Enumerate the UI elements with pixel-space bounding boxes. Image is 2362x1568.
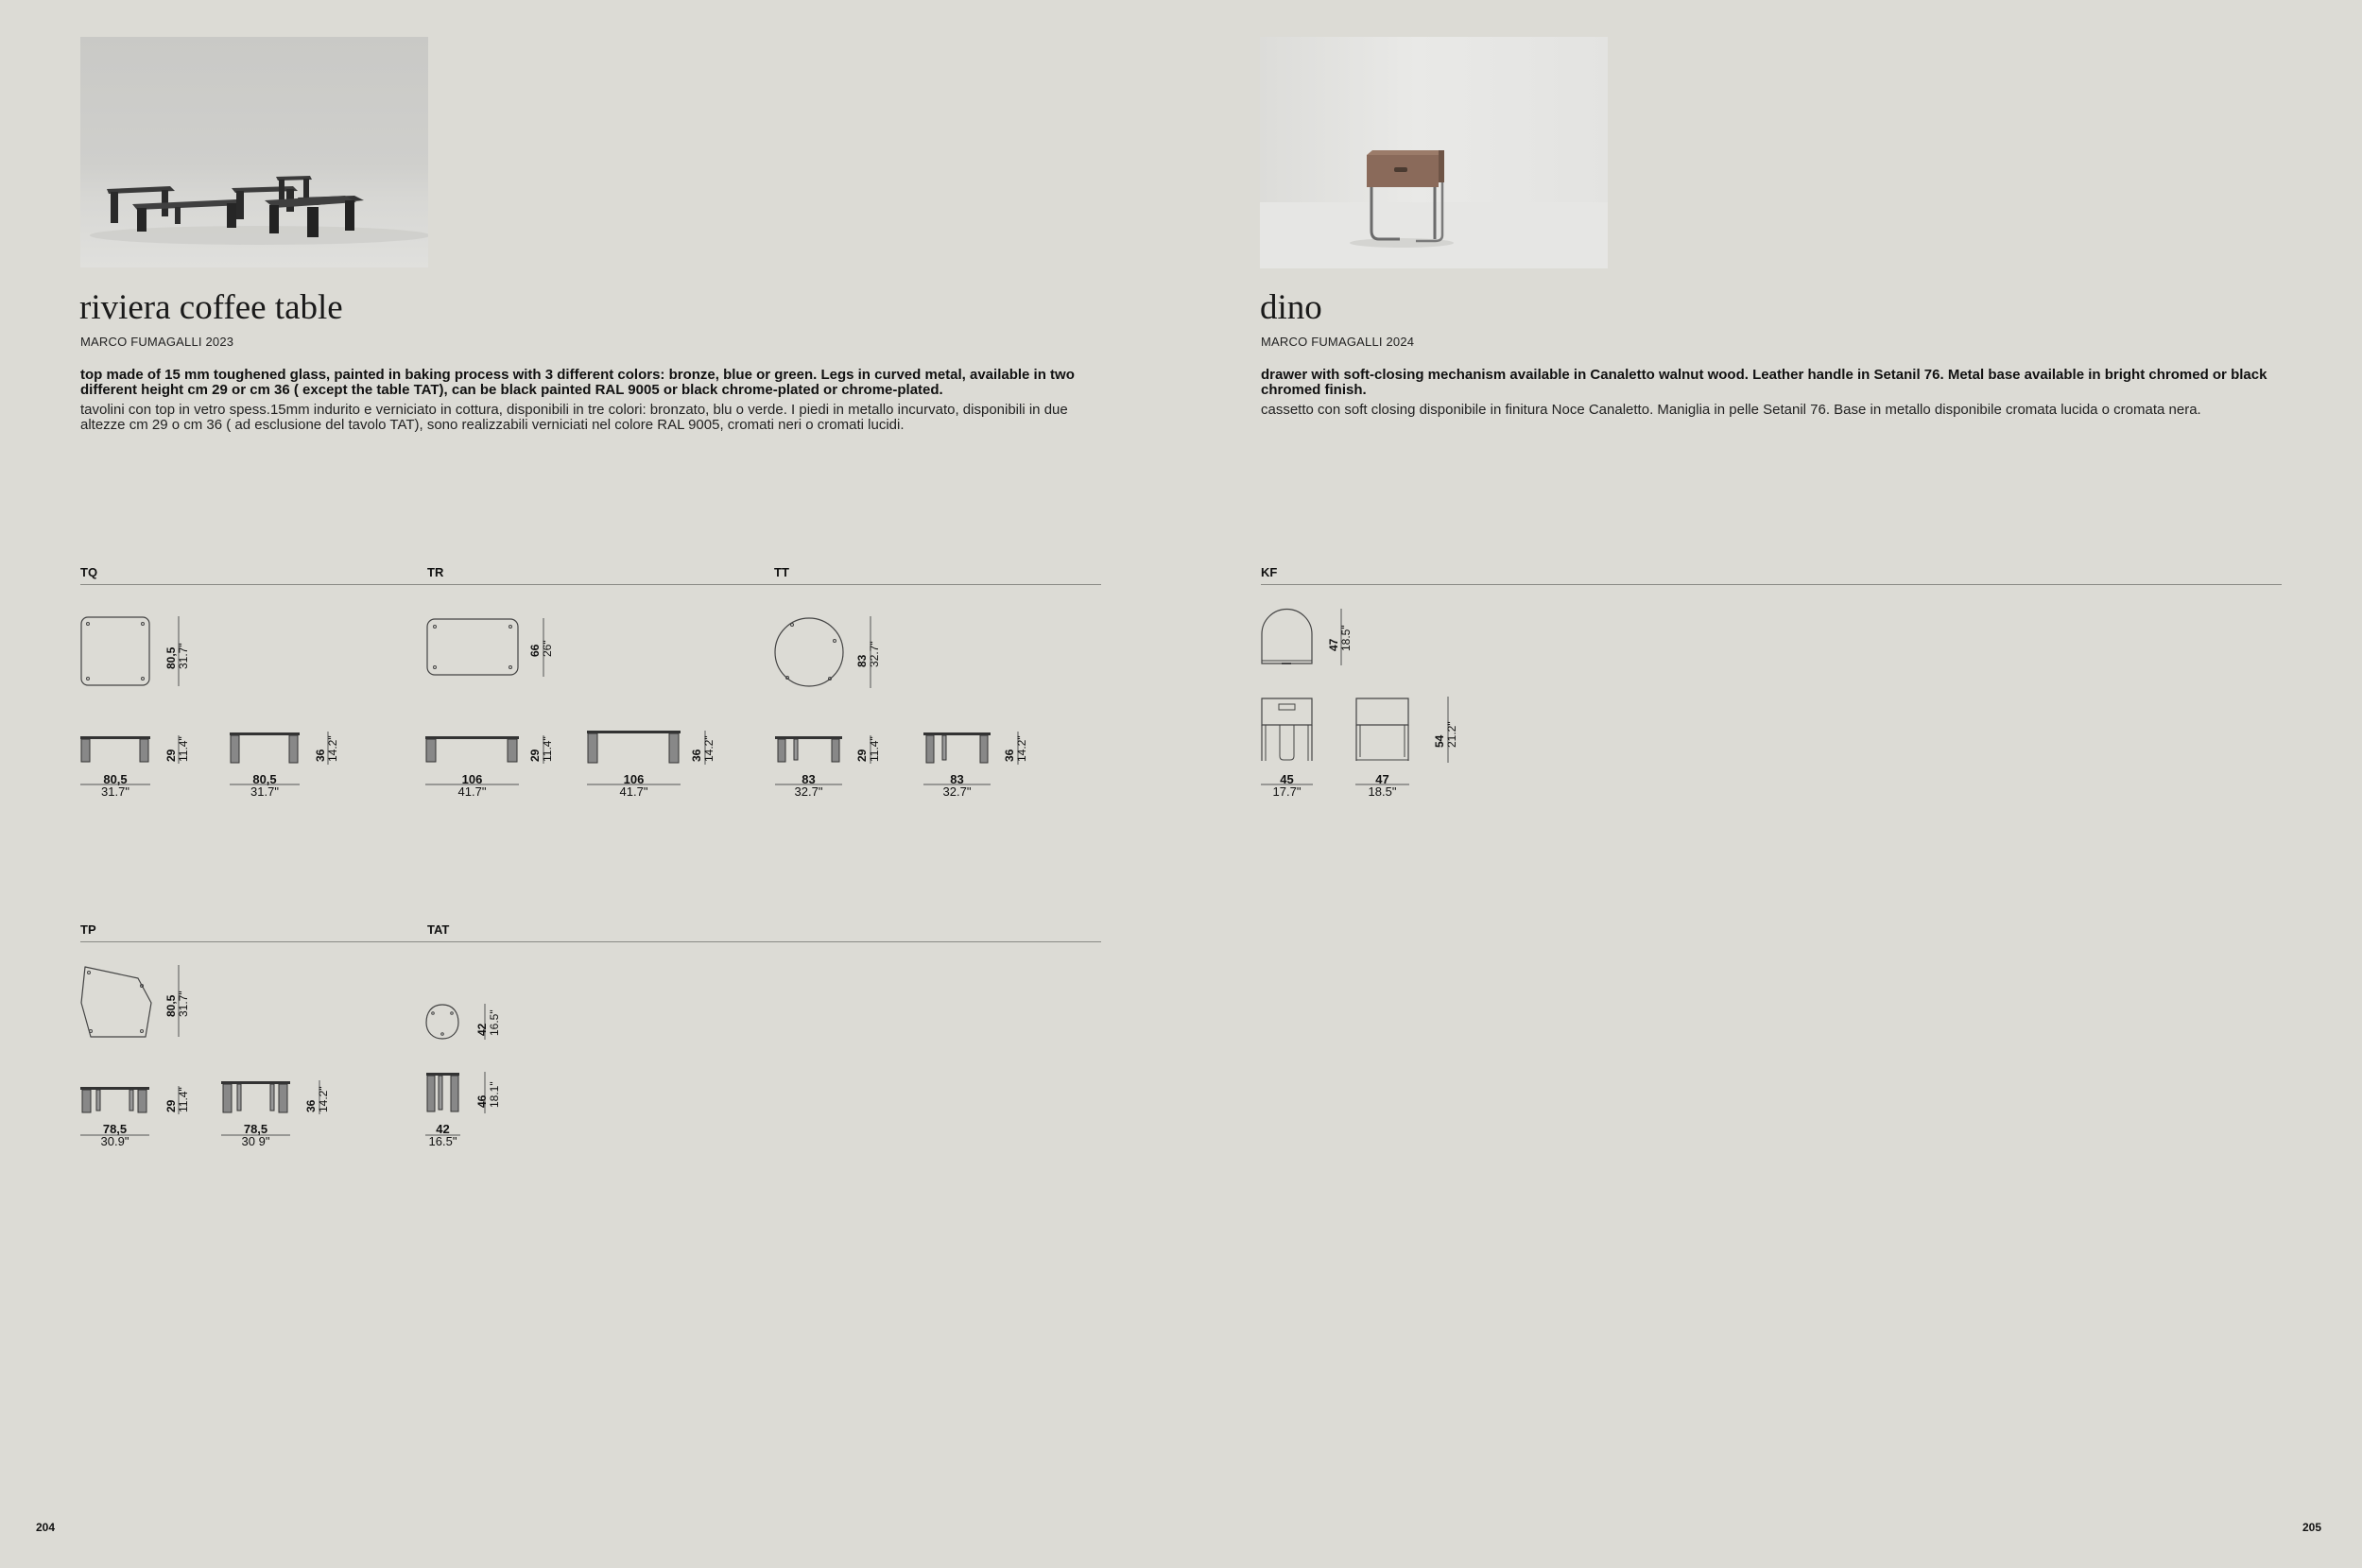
- dino-photo: [1260, 37, 1608, 268]
- designer-credit-dino: MARCO FUMAGALLI 2024: [1261, 335, 1415, 349]
- tp-front-view-36: [221, 1081, 291, 1113]
- tr-front-view-36: [587, 731, 681, 764]
- riviera-photo-illustration: [80, 37, 428, 267]
- tp-depth-label: 80,5 31.7": [164, 991, 190, 1017]
- tp-height-29-label: 29 11.4": [164, 1087, 190, 1112]
- tat-depth-label: 42 16.5": [475, 1009, 501, 1036]
- tp-height-36-label: 36 14.2": [304, 1086, 330, 1112]
- description-italian-dino: cassetto con soft closing disponibile in finitura Noce Canaletto. Maniglia in pelle Setanil 76. Base in metallo disponibile cromata lucida o cromata nera.: [1261, 402, 2201, 418]
- kf-depth-label: 47 18.5": [1327, 625, 1353, 651]
- tr-width-label-1: 106 41.7": [457, 772, 487, 799]
- section-rule-riviera-top: [80, 584, 1101, 585]
- tp-top-view-drawing: [79, 965, 153, 1039]
- section-rule-dino: [1261, 584, 2282, 585]
- kf-width-label-side: 47 18.5": [1368, 772, 1397, 799]
- tq-front-view-29: [80, 736, 151, 763]
- tp-front-view-29: [80, 1087, 150, 1113]
- tr-depth-label: 66 26": [528, 640, 554, 657]
- tq-front-view-36: [230, 732, 301, 764]
- tq-height-36-label: 36 14.2": [314, 735, 339, 762]
- description-english-riviera: top made of 15 mm toughened glass, painted in baking process with 3 different colors: bronze, blue or green. Legs in curved metal, available in two different height cm 29 or cm 36 ( except the table TAT), can be black painted RAL 9005 or black chrome-plated or chrome-plated.: [80, 367, 1075, 398]
- model-label-tp: TP: [80, 922, 96, 937]
- tp-width-label-1: 78,5 30.9": [100, 1122, 129, 1148]
- model-label-tr: TR: [427, 565, 444, 579]
- dino-photo-illustration: [1260, 37, 1608, 268]
- page-number-left: 204: [36, 1521, 56, 1534]
- model-label-tq: TQ: [80, 565, 98, 579]
- kf-top-view-drawing: [1261, 609, 1314, 665]
- tq-height-29-label: 29 11.4": [164, 736, 190, 762]
- tt-depth-label: 83 32.7": [855, 641, 881, 667]
- tat-top-view-drawing: [425, 1004, 459, 1040]
- tr-top-view-drawing: [426, 618, 520, 677]
- tt-width-label-2: 83 32.7": [942, 772, 972, 799]
- model-label-kf: KF: [1261, 565, 1278, 579]
- page-number-right: 205: [2302, 1521, 2322, 1534]
- tat-height-label: 46 18.1": [475, 1081, 501, 1108]
- kf-side-view-drawing: [1355, 698, 1410, 762]
- product-title-riviera: riviera coffee table: [79, 288, 343, 327]
- description-italian-riviera: tavolini con top in vetro spess.15mm indurito e verniciato in cottura, disponibili in tre colori: bronzato, blu o verde. I piedi in metallo incurvato, disponibili in due altezze cm 29 o cm 36 ( ad esclusione del tavolo TAT), sono realizzabili verniciati nel colore RAL 9005, cromati neri o cromati lucidi.: [80, 402, 1068, 433]
- designer-credit-riviera: MARCO FUMAGALLI 2023: [80, 335, 234, 349]
- tt-front-view-36: [923, 732, 991, 764]
- description-english-dino: drawer with soft-closing mechanism available in Canaletto walnut wood. Leather handle in Setanil 76. Metal base available in bright chromed or black chromed finish.: [1261, 367, 2267, 398]
- tr-height-29-label: 29 11.4": [528, 736, 554, 762]
- section-rule-riviera-bottom: [80, 941, 1101, 942]
- model-label-tt: TT: [774, 565, 789, 579]
- tt-width-label-1: 83 32.7": [794, 772, 823, 799]
- tat-width-label: 42 16.5": [428, 1122, 457, 1148]
- tt-height-29-label: 29 11.4": [855, 736, 881, 762]
- tt-top-view-drawing: [773, 616, 845, 688]
- kf-width-label-front: 45 17.7": [1272, 772, 1302, 799]
- tr-height-36-label: 36 14.2": [690, 735, 715, 762]
- tt-front-view-29: [775, 736, 843, 763]
- tq-width-label-2: 80,5 31.7": [250, 772, 279, 799]
- tq-depth-label: 80,5 31.7": [164, 643, 190, 669]
- tq-top-view-drawing: [80, 616, 151, 687]
- kf-height-label: 54 21.2": [1433, 721, 1458, 748]
- tat-front-view: [426, 1073, 460, 1112]
- kf-front-view-drawing: [1261, 698, 1314, 762]
- model-label-tat: TAT: [427, 922, 450, 937]
- tr-width-label-2: 106 41.7": [619, 772, 648, 799]
- product-title-dino: dino: [1260, 288, 1322, 327]
- tp-width-label-2: 78,5 30 9": [241, 1122, 270, 1148]
- tq-width-label-1: 80,5 31.7": [101, 772, 129, 799]
- tt-height-36-label: 36 14.2": [1003, 735, 1028, 762]
- riviera-photo: [80, 37, 428, 267]
- tr-front-view-29: [425, 736, 520, 763]
